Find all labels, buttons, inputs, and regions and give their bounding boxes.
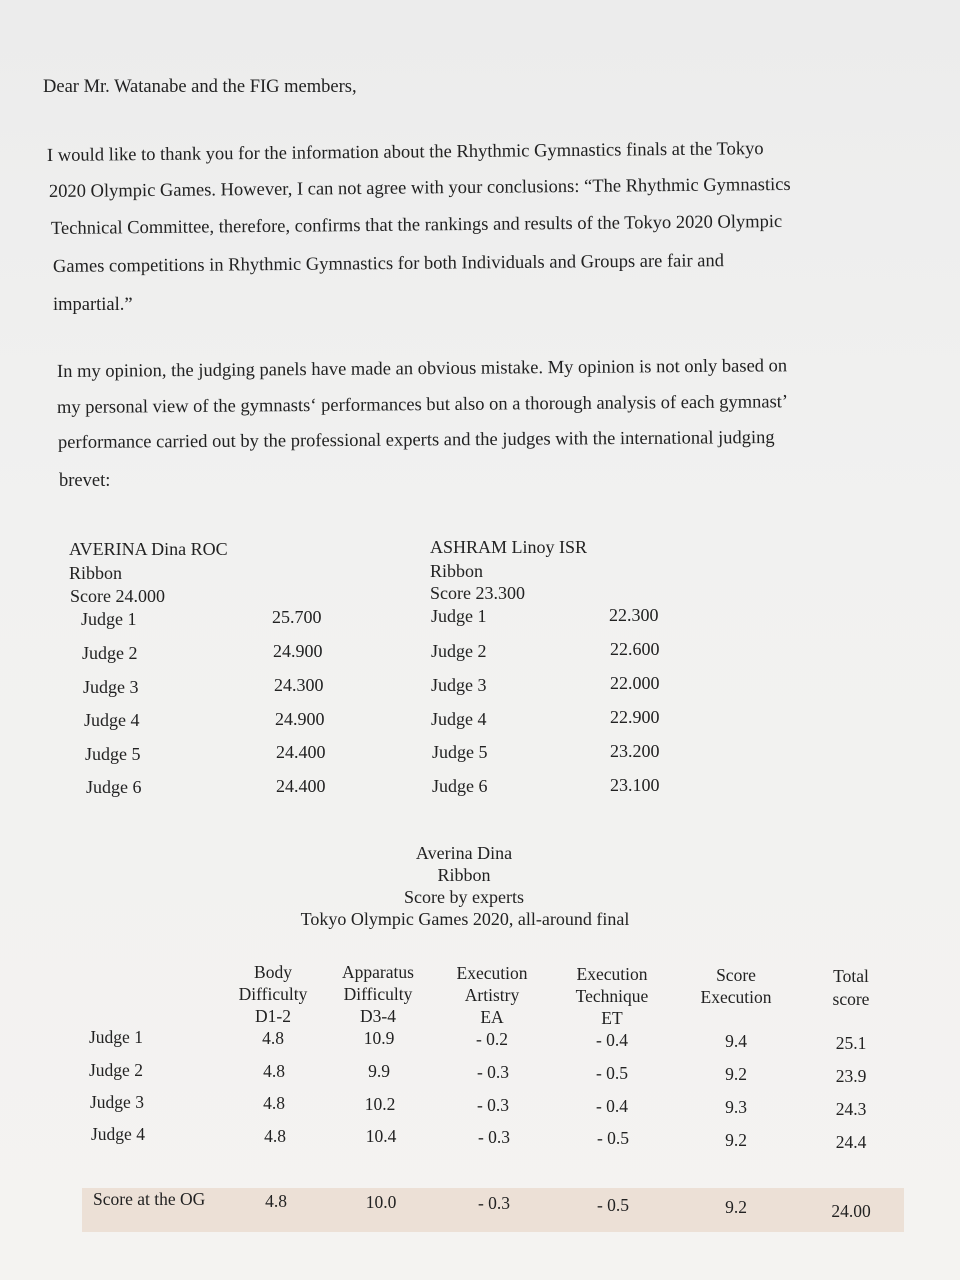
judge-score: 25.700 [272, 607, 322, 627]
row-label: Score at the OG [93, 1189, 206, 1209]
cell-apparatus-difficulty: 9.9 [368, 1061, 390, 1081]
cell-score-execution: 9.4 [725, 1031, 747, 1051]
cell-execution-technique: - 0.4 [595, 1096, 629, 1116]
cell-score-execution: 9.2 [725, 1197, 747, 1217]
cell-apparatus-difficulty: 10.9 [363, 1028, 395, 1048]
judge-score: 24.400 [276, 776, 326, 796]
expert-title-line: Score by experts [404, 887, 524, 907]
judge-score: 22.600 [610, 639, 660, 659]
cell-score-execution: 9.2 [725, 1130, 747, 1150]
judge-label: Judge 1 [81, 609, 137, 629]
paragraph-2-line: my personal view of the gymnasts‘ performances but also on a thorough analysis of each gymnast’ [56, 392, 789, 418]
athlete-right-apparatus: Ribbon [430, 561, 484, 581]
paragraph-1-line: Technical Committee, therefore, confirms that the rankings and results of the Tokyo 2020 Olympic [50, 211, 783, 239]
cell-body-difficulty: 4.8 [263, 1093, 285, 1113]
paragraph-1-line: I would like to thank you for the information about the Rhythmic Gymnastics finals at the Tokyo [46, 139, 764, 166]
judge-label: Judge 1 [431, 606, 487, 626]
judge-label: Judge 6 [432, 776, 488, 796]
paragraph-2-line: brevet: [59, 471, 111, 491]
expert-title-line: Ribbon [437, 865, 491, 885]
cell-execution-technique: - 0.5 [596, 1128, 630, 1148]
cell-score-execution: 9.2 [725, 1064, 747, 1084]
judge-score: 22.900 [610, 707, 660, 727]
cell-apparatus-difficulty: 10.4 [365, 1126, 397, 1146]
athlete-left-score: Score 24.000 [70, 586, 165, 606]
header-body-difficulty: D1-2 [255, 1006, 291, 1026]
header-apparatus-difficulty: D3-4 [360, 1006, 396, 1026]
judge-label: Judge 4 [431, 709, 487, 729]
cell-execution-artistry: - 0.3 [477, 1127, 511, 1147]
paragraph-1-line: 2020 Olympic Games. However, I can not agree with your conclusions: “The Rhythmic Gymnastics [48, 174, 791, 202]
cell-execution-technique: - 0.4 [595, 1030, 629, 1050]
header-execution-artistry: Artistry [464, 985, 520, 1005]
athlete-left-name: AVERINA Dina ROC [69, 539, 228, 559]
cell-execution-artistry: - 0.2 [475, 1029, 509, 1049]
header-apparatus-difficulty: Apparatus [342, 962, 414, 982]
cell-body-difficulty: 4.8 [262, 1028, 284, 1048]
cell-execution-artistry: - 0.3 [476, 1062, 510, 1082]
judge-label: Judge 5 [85, 744, 141, 764]
judge-label: Judge 3 [431, 675, 487, 695]
header-execution-technique: Execution [576, 964, 648, 984]
header-execution-technique: ET [601, 1008, 623, 1028]
cell-execution-artistry: - 0.3 [477, 1193, 511, 1213]
athlete-right-name: ASHRAM Linoy ISR [430, 537, 588, 557]
cell-total-score: 24.4 [835, 1132, 867, 1152]
cell-body-difficulty: 4.8 [265, 1191, 287, 1211]
judge-label: Judge 2 [431, 641, 487, 661]
cell-apparatus-difficulty: 10.0 [365, 1192, 397, 1212]
cell-body-difficulty: 4.8 [263, 1061, 285, 1081]
paragraph-2-line: performance carried out by the professional experts and the judges with the international judging [57, 427, 775, 453]
expert-title-line: Tokyo Olympic Games 2020, all-around final [300, 909, 630, 929]
judge-score: 24.400 [276, 742, 326, 762]
paragraph-1-line: Games competitions in Rhythmic Gymnastics for both Individuals and Groups are fair and [52, 251, 725, 277]
cell-apparatus-difficulty: 10.2 [364, 1094, 396, 1114]
row-label: Judge 2 [89, 1060, 143, 1080]
judge-label: Judge 2 [82, 643, 138, 663]
header-execution-artistry: EA [480, 1007, 504, 1027]
salutation: Dear Mr. Watanabe and the FIG members, [43, 77, 357, 97]
judge-score: 22.300 [609, 605, 659, 625]
header-total-score: Total [833, 966, 869, 986]
judge-label: Judge 3 [83, 677, 139, 697]
paragraph-1-line: impartial.” [53, 295, 133, 315]
cell-total-score: 24.00 [831, 1201, 871, 1221]
cell-execution-technique: - 0.5 [595, 1063, 629, 1083]
cell-total-score: 25.1 [835, 1033, 867, 1053]
expert-title-line: Averina Dina [415, 843, 513, 863]
athlete-left-apparatus: Ribbon [69, 563, 123, 583]
judge-label: Judge 5 [432, 742, 488, 762]
judge-label: Judge 6 [86, 777, 142, 797]
cell-execution-artistry: - 0.3 [476, 1095, 510, 1115]
judge-label: Judge 4 [84, 710, 140, 730]
header-apparatus-difficulty: Difficulty [343, 984, 413, 1004]
row-label: Judge 3 [90, 1092, 144, 1112]
judge-score: 22.000 [610, 673, 660, 693]
cell-score-execution: 9.3 [725, 1097, 747, 1117]
header-score-execution: Execution [700, 987, 772, 1007]
athlete-right-score: Score 23.300 [430, 583, 525, 603]
judge-score: 24.300 [274, 675, 324, 695]
cell-body-difficulty: 4.8 [264, 1126, 286, 1146]
row-label: Judge 1 [89, 1027, 143, 1047]
cell-execution-technique: - 0.5 [596, 1195, 630, 1215]
judge-score: 24.900 [273, 641, 323, 661]
judge-score: 23.100 [610, 775, 660, 795]
header-body-difficulty: Difficulty [238, 984, 308, 1004]
paragraph-2-line: In my opinion, the judging panels have made an obvious mistake. My opinion is not only based on [56, 356, 788, 382]
header-execution-technique: Technique [575, 986, 649, 1006]
header-total-score: score [832, 989, 870, 1009]
row-label: Judge 4 [91, 1124, 145, 1144]
judge-score: 23.200 [610, 741, 660, 761]
header-body-difficulty: Body [254, 962, 292, 982]
header-score-execution: Score [716, 965, 756, 985]
header-execution-artistry: Execution [456, 963, 528, 983]
cell-total-score: 23.9 [835, 1066, 867, 1086]
judge-score: 24.900 [275, 709, 325, 729]
cell-total-score: 24.3 [835, 1099, 867, 1119]
